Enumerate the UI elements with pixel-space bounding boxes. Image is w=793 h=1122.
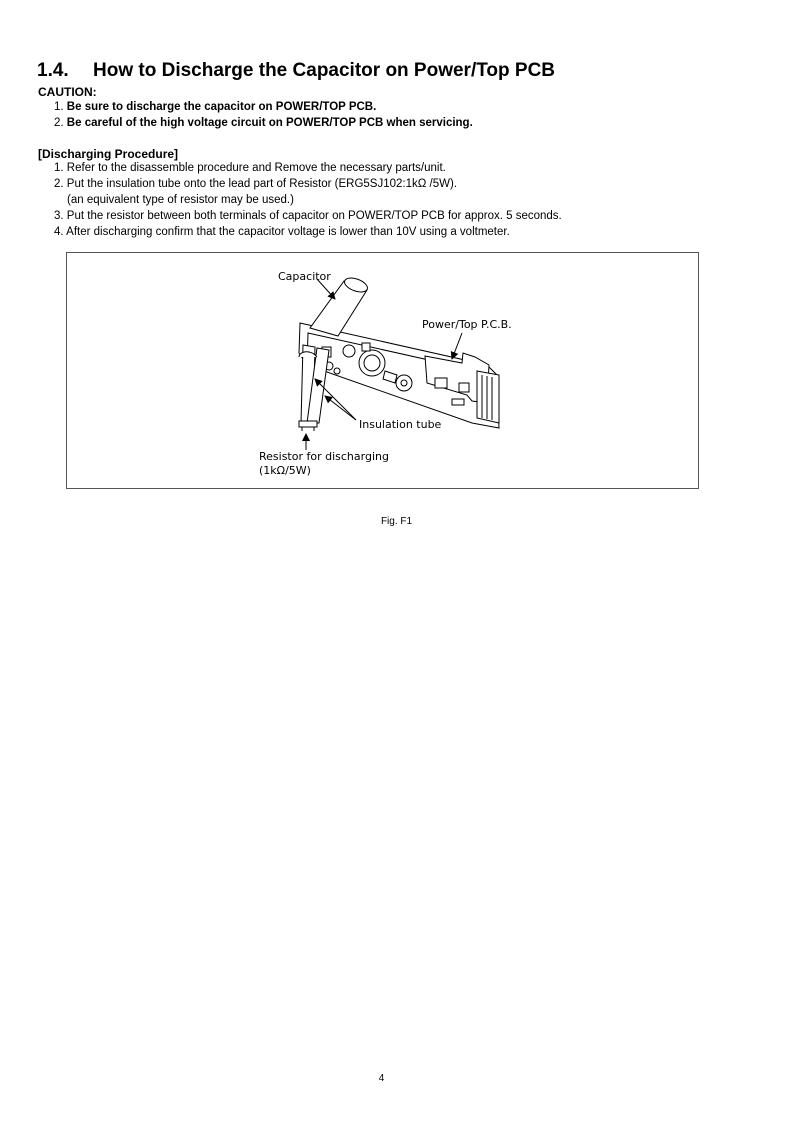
resistor-spec-label: (1kΩ/5W)	[259, 464, 311, 477]
procedure-step-note: (an equivalent type of resistor may be used.)	[67, 194, 294, 206]
caution-item: 1. Be sure to discharge the capacitor on POWER/TOP PCB.	[54, 101, 377, 113]
insulation-tube-label: Insulation tube	[359, 418, 442, 431]
figure-caption: Fig. F1	[380, 516, 413, 527]
discharge-illustration	[67, 253, 700, 490]
section-number: 1.4.	[37, 60, 69, 81]
figure-box	[66, 252, 699, 489]
pcb-label: Power/Top P.C.B.	[422, 318, 512, 331]
procedure-label: [Discharging Procedure]	[38, 147, 179, 161]
procedure-step: 2. Put the insulation tube onto the lead part of Resistor (ERG5SJ102:1kΩ /5W).	[54, 178, 458, 190]
caution-label: CAUTION:	[38, 85, 97, 99]
procedure-list	[54, 160, 562, 240]
procedure-step: 4. After discharging confirm that the capacitor voltage is lower than 10V using a voltmeter.	[54, 226, 510, 238]
section-heading	[37, 60, 555, 82]
capacitor-shape	[310, 275, 369, 336]
section-title: How to Discharge the Capacitor on Power/Top PCB	[93, 60, 556, 81]
resistor-label: Resistor for discharging	[259, 450, 389, 463]
caution-item: 2. Be careful of the high voltage circuit on POWER/TOP PCB when servicing.	[54, 117, 473, 129]
caution-list	[54, 99, 473, 131]
procedure-step: 1. Refer to the disassemble procedure and Remove the necessary parts/unit.	[54, 162, 446, 174]
procedure-step: 3. Put the resistor between both terminals of capacitor on POWER/TOP PCB for approx. 5 seconds.	[54, 210, 562, 222]
capacitor-label: Capacitor	[278, 270, 331, 283]
page-number: 4	[378, 1073, 385, 1084]
pcb-board	[299, 323, 499, 428]
